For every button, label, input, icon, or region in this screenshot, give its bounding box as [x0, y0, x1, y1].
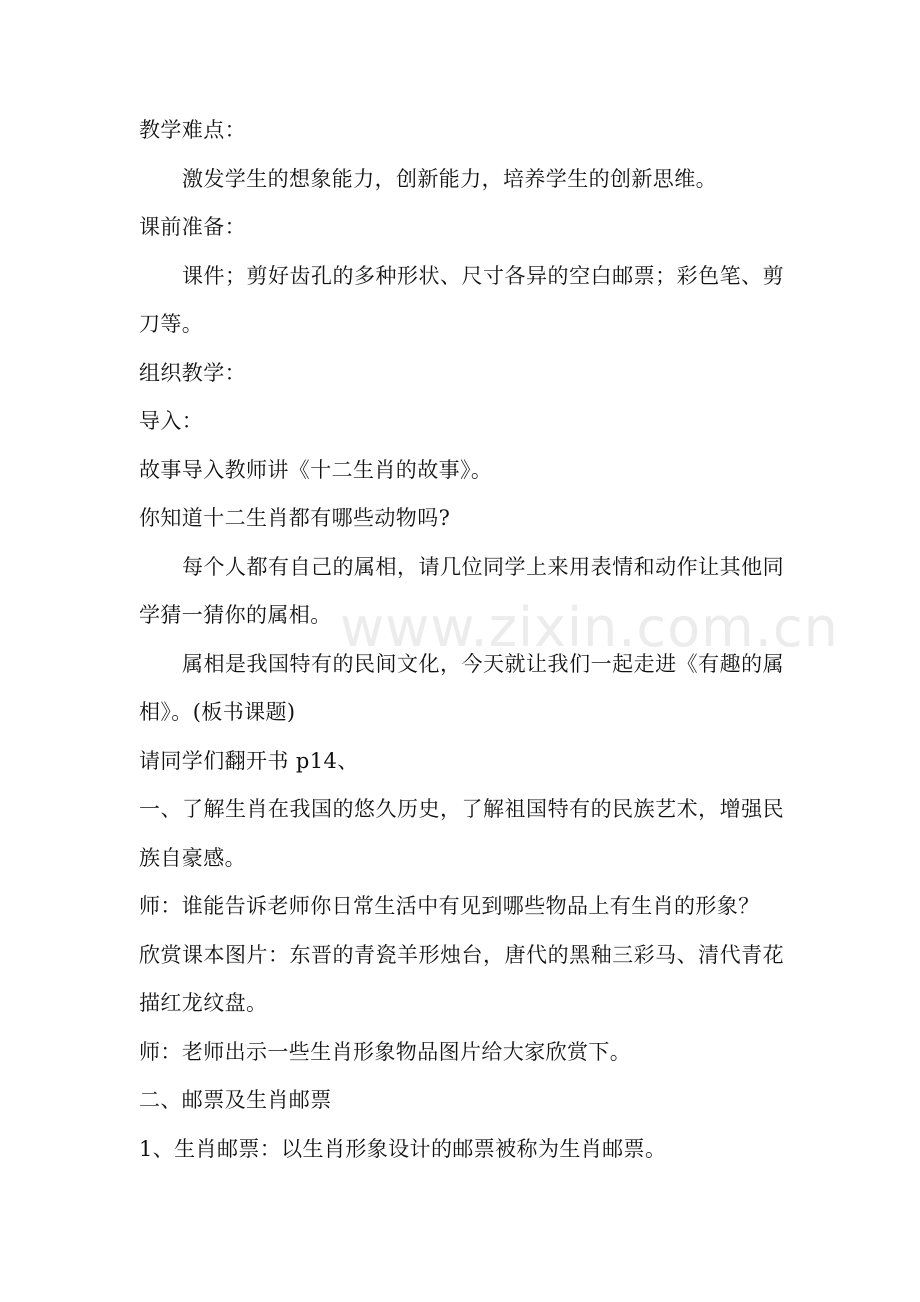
paragraph-appreciate-line-2: 描红龙纹盘。 [139, 991, 268, 1015]
section-one-title-line-2: 族自豪感。 [139, 845, 246, 870]
paragraph-appreciate-line-1: 欣赏课本图片：东晋的青瓷羊形烛台，唐代的黑釉三彩马、清代青花 [139, 942, 784, 967]
heading-teaching-difficulty: 教学难点： [139, 118, 246, 142]
paragraph-teacher-shows: 师：老师出示一些生肖形象物品图片给大家欣赏下。 [139, 1039, 632, 1064]
heading-introduction: 导入： [139, 409, 204, 433]
paragraph-teacher-question: 师：谁能告诉老师你日常生活中有见到哪些物品上有生肖的形象？ [139, 894, 760, 918]
paragraph-zodiac-activity-line-2: 学猜一猜你的属相。 [139, 603, 332, 627]
paragraph-zodiac-activity-line-1: 每个人都有自己的属相，请几位同学上来用表情和动作让其他同 [182, 554, 784, 579]
heading-organize-teaching: 组织教学： [139, 360, 246, 385]
watermark: www.zixin.com.cn [340, 596, 839, 659]
section-one-title-line-1: 一、了解生肖在我国的悠久历史，了解祖国特有的民族艺术，增强民 [139, 797, 784, 821]
paragraph-question-animals: 你知道十二生肖都有哪些动物吗? [139, 506, 451, 530]
paragraph-difficulty-detail: 激发学生的想象能力，创新能力，培养学生的创新思维。 [182, 166, 717, 191]
paragraph-preparation-line-1: 课件；剪好齿孔的多种形状、尺寸各异的空白邮票；彩色笔、剪 [182, 263, 784, 288]
section-two-title: 二、邮票及生肖邮票 [139, 1088, 332, 1112]
paragraph-story-intro: 故事导入教师讲《十二生肖的故事》。 [139, 457, 493, 482]
paragraph-open-book: 请同学们翻开书 p14、 [139, 748, 359, 773]
document-body [139, 115, 784, 1182]
paragraph-folk-culture-line-2: 相》。(板书课题) [139, 700, 296, 724]
paragraph-zodiac-stamp-definition: 1、生肖邮票：以生肖形象设计的邮票被称为生肖邮票。 [139, 1136, 667, 1161]
paragraph-preparation-line-2: 刀等。 [139, 312, 204, 336]
heading-preparation: 课前准备： [139, 215, 246, 239]
paragraph-folk-culture-line-1: 属相是我国特有的民间文化，今天就让我们一起走进《有趣的属 [182, 651, 784, 676]
